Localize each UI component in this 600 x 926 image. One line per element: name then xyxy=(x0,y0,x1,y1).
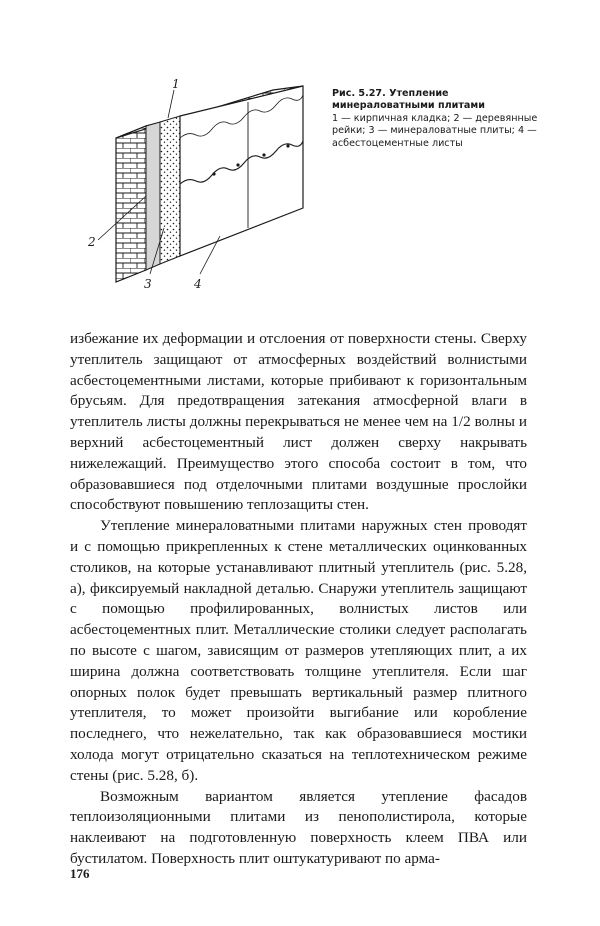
paragraph-3: Возможным вариантом является утепление фасадов теплоизоляционными плитами из пенополистирола, которые наклеивают на подготовленную поверхность клеем ПВА или бустилатом. Поверхность плит оштукатуривают по арма- xyxy=(70,787,527,867)
figure-caption xyxy=(332,88,544,150)
caption-legend: 1 — кирпичная кладка; 2 — деревянные рейки; 3 — минераловатные плиты; 4 — асбестоцементные листы xyxy=(332,112,538,149)
body-text xyxy=(70,329,527,870)
caption-title: Рис. 5.27. Утепление минераловатными плитами xyxy=(332,88,485,112)
paragraph-2: Утепление минераловатными плитами наружных стен проводят и с помощью прикрепленных к стене металлических оцинкованных столиков, на которые устанавливают плитный утеплитель (рис. 5.28, а), фиксируемый накладной деталью. Снаружи утеплитель защищают с помощью профилированных, волнистых листов или асбестоцементных плит. Металлические столики следует располагать по высоте с шагом, зависящим от размеров утепляющих плит, а их ширина должна соответствовать толщине утеплителя. Если шаг опорных полок будет превышать вертикальный размер плитного утеплителя, то может произойти выгибание или коробление последнего, что нежелательно, так как образовавшиеся мостики холода могут отрицательно сказаться на теплотехническом режиме стены (рис. 5.28, б). xyxy=(70,517,527,784)
asbestos-cement-sheets xyxy=(180,86,303,256)
callout-4: 4 xyxy=(194,277,202,291)
callout-3: 3 xyxy=(144,277,152,291)
paragraph-1: избежание их деформации и отслоения от поверхности стены. Сверху утеплитель защищают от атмосферных воздействий волнистыми асбестоцементными листами, которые прибивают к горизонтальным брусьям. Для предотвращения затекания атмосферной влаги в утеплитель листы должны перекрываться не менее чем на 1/2 волны и верхний асбестоцементный лист должен сверху накрывать нижележащий. Преимущество этого способа состоит в том, что образовавшиеся под отделочными плитами воздушные прослойки способствуют повышению теплозащиты стен. xyxy=(70,330,527,514)
figure-wall-insulation xyxy=(88,78,338,313)
callout-2: 2 xyxy=(88,235,96,249)
callout-1: 1 xyxy=(172,78,180,91)
wall-insulation-drawing xyxy=(88,78,338,313)
mineral-wool-slabs xyxy=(160,116,180,264)
page-number: 176 xyxy=(70,866,90,881)
